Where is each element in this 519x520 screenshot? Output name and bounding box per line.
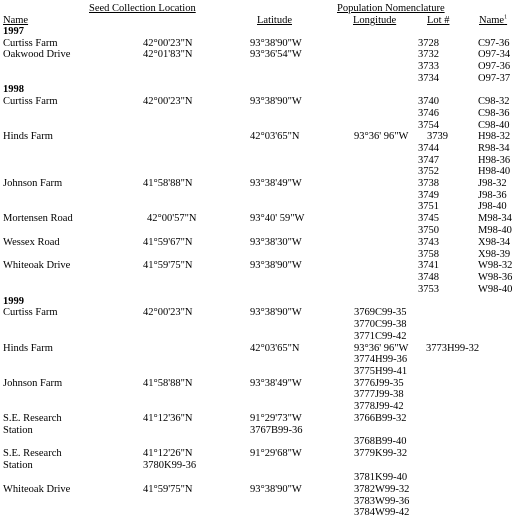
header-seed-collection-location: Seed Collection Location (89, 3, 196, 14)
year-heading: 1999 (3, 296, 24, 307)
location-name: Wessex Road (3, 237, 60, 248)
lot-and-name: 3768B99-40 (354, 436, 407, 447)
year-heading: 1997 (3, 26, 24, 37)
lot-and-name: 3782W99-32 (354, 484, 410, 495)
latitude-value: 42°01'83"N (143, 49, 193, 60)
lot-number: 3748 (418, 272, 439, 283)
column-header-name-2: Name$^1$ (479, 14, 508, 26)
population-name: H98-36 (478, 155, 511, 166)
lot-number: 3749 (418, 190, 439, 201)
longitude-value: 93°38'90"W (250, 260, 302, 271)
lot-and-name: 3784W99-42 (354, 507, 410, 518)
column-header-latitude: Latitude (257, 15, 292, 26)
latitude-value: 41°12'26"N (143, 448, 193, 459)
population-name: R98-34 (478, 143, 510, 154)
lot-number: 3734 (418, 73, 439, 84)
population-name: O97-34 (478, 49, 511, 60)
header-population-nomenclature: Population Nomenclature (337, 3, 445, 14)
lot-number: 3754 (418, 120, 439, 131)
location-name: Whiteoak Drive (3, 260, 71, 271)
location-name: Curtiss Farm (3, 38, 58, 49)
lot-and-name: 3774H99-36 (354, 354, 408, 365)
lot-number: 3728 (418, 38, 439, 49)
lot-number: 3745 (418, 213, 439, 224)
lot-and-name: 3770C99-38 (354, 319, 407, 330)
location-name: S.E. Research (3, 448, 62, 459)
footnote-marker: 1 (504, 14, 508, 21)
location-name: Whiteoak Drive (3, 484, 71, 495)
lot-number: 3758 (418, 249, 439, 260)
lot-number: 3741 (418, 260, 439, 271)
longitude-value: 93°38'49"W (250, 178, 302, 189)
longitude-value: 93°36' 96"W (354, 343, 409, 354)
population-name: W98-36 (478, 272, 513, 283)
lot-number: 3747 (418, 155, 439, 166)
population-name: C98-32 (478, 96, 510, 107)
population-name: W98-32 (478, 260, 513, 271)
population-name: M98-40 (478, 225, 512, 236)
longitude-value: 93°38'90"W (250, 484, 302, 495)
longitude-value: 93°40' 59"W (250, 213, 305, 224)
lot-and-name: 3773H99-32 (426, 343, 480, 354)
location-name: Curtiss Farm (3, 307, 58, 318)
lot-and-name: 3778J99-42 (354, 401, 404, 412)
longitude-value: 93°38'90"W (250, 307, 302, 318)
lot-number: 3740 (418, 96, 439, 107)
latitude-value: 41°58'88"N (143, 378, 193, 389)
lot-and-name: 3769C99-35 (354, 307, 407, 318)
location-name: Oakwood Drive (3, 49, 71, 60)
latitude-value: 42°03'65"N (250, 343, 300, 354)
latitude-value: 42°00'23"N (143, 38, 193, 49)
population-name: X98-34 (478, 237, 511, 248)
lot-and-name: 3771C99-42 (354, 331, 407, 342)
population-name: J98-32 (478, 178, 507, 189)
population-name: C98-40 (478, 120, 510, 131)
lot-and-name: 3779K99-32 (354, 448, 408, 459)
lot-number: 3751 (418, 201, 439, 212)
population-name: W98-40 (478, 284, 513, 295)
lot-number: 3733 (418, 61, 439, 72)
longitude-value: 93°38'30"W (250, 237, 302, 248)
column-header-longitude: Longitude (353, 15, 397, 26)
lot-number: 3738 (418, 178, 439, 189)
location-name: Johnson Farm (3, 378, 63, 389)
lot-and-name: 3766B99-32 (354, 413, 407, 424)
longitude-value: 93°38'90"W (250, 96, 302, 107)
population-name: X98-39 (478, 249, 511, 260)
latitude-value: 42°00'57"N (147, 213, 197, 224)
location-name: Hinds Farm (3, 343, 53, 354)
longitude-value: 93°38'49"W (250, 378, 302, 389)
lot-number: 3753 (418, 284, 439, 295)
lot-and-name: 3780K99-36 (143, 460, 197, 471)
latitude-value: 41°59'75"N (143, 484, 193, 495)
lot-and-name: 3776J99-35 (354, 378, 404, 389)
location-name: Curtiss Farm (3, 96, 58, 107)
population-name: C98-36 (478, 108, 510, 119)
population-name: O97-36 (478, 61, 511, 72)
column-header-lot: Lot # (427, 15, 450, 26)
population-name: J98-40 (478, 201, 507, 212)
population-name: H98-32 (478, 131, 511, 142)
location-name: S.E. Research (3, 413, 62, 424)
lot-number: 3752 (418, 166, 439, 177)
location-name: Johnson Farm (3, 178, 63, 189)
location-name: Hinds Farm (3, 131, 53, 142)
longitude-value: 93°38'90"W (250, 38, 302, 49)
year-heading: 1998 (3, 84, 24, 95)
longitude-value: 93°36' 96"W (354, 131, 409, 142)
latitude-value: 42°00'23"N (143, 307, 193, 318)
longitude-value: 91°29'68"W (250, 448, 302, 459)
lot-number: 3750 (418, 225, 439, 236)
column-header-name: Name (3, 15, 29, 26)
location-name: Station (3, 425, 33, 436)
lot-number: 3732 (418, 49, 439, 60)
lot-and-name: 3777J99-38 (354, 389, 404, 400)
population-name: M98-34 (478, 213, 512, 224)
latitude-value: 42°00'23"N (143, 96, 193, 107)
latitude-value: 41°59'75"N (143, 260, 193, 271)
lot-number: 3744 (418, 143, 439, 154)
population-name: H98-40 (478, 166, 511, 177)
population-name: O97-37 (478, 73, 511, 84)
lot-and-name: 3767B99-36 (250, 425, 303, 436)
longitude-value: 91°29'73"W (250, 413, 302, 424)
lot-number: 3743 (418, 237, 439, 248)
population-name: C97-36 (478, 38, 510, 49)
location-name: Mortensen Road (3, 213, 73, 224)
latitude-value: 42°03'65"N (250, 131, 300, 142)
lot-and-name: 3781K99-40 (354, 472, 408, 483)
lot-number: 3739 (427, 131, 448, 142)
latitude-value: 41°58'88"N (143, 178, 193, 189)
lot-and-name: 3775H99-41 (354, 366, 408, 377)
latitude-value: 41°12'36"N (143, 413, 193, 424)
latitude-value: 41°59'67"N (143, 237, 193, 248)
population-name: J98-36 (478, 190, 507, 201)
lot-and-name: 3783W99-36 (354, 496, 410, 507)
location-name: Station (3, 460, 33, 471)
lot-number: 3746 (418, 108, 439, 119)
longitude-value: 93°36'54"W (250, 49, 302, 60)
